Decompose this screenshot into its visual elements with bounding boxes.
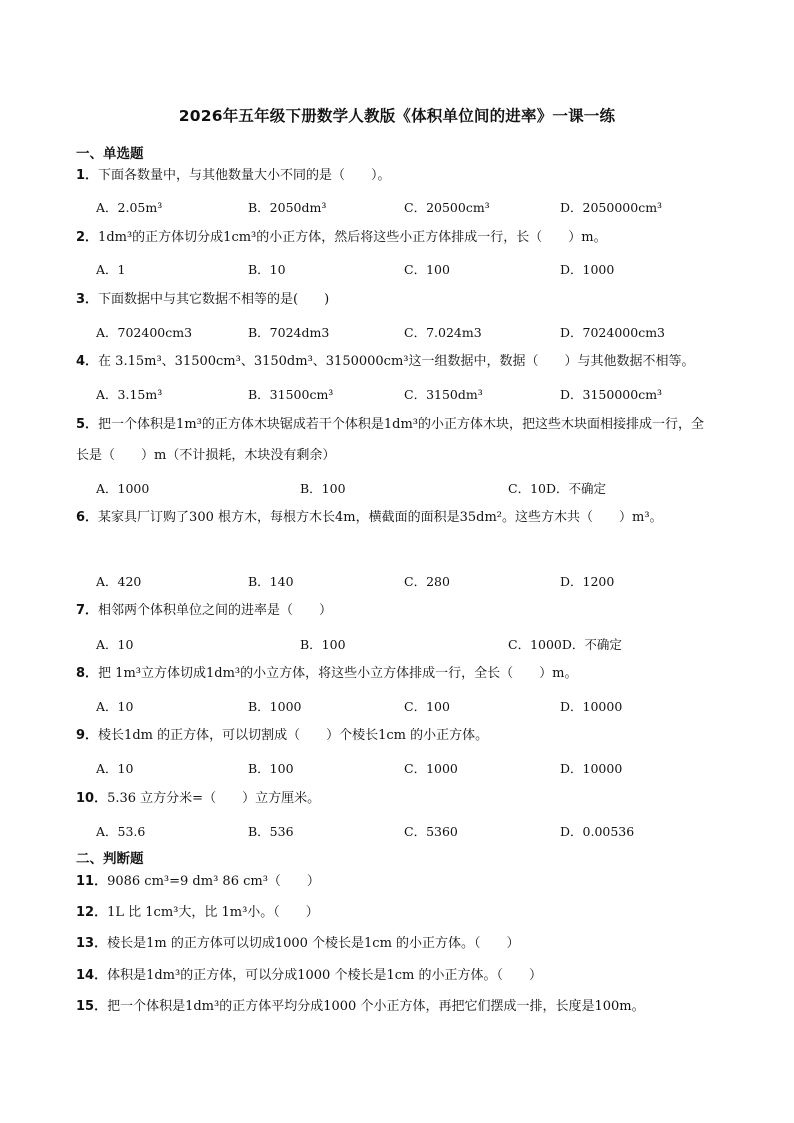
question-text: 把一个体积是1m³的正方体木块锯成若干个体积是1dm³的小正方体木块，把这些木块面相接排成一行，全长是（ ）m（不计损耗，木块没有剩余） bbox=[76, 417, 704, 463]
question-14 bbox=[76, 967, 542, 985]
question-6-options bbox=[96, 572, 716, 590]
question-text: 9086 cm³=9 dm³ 86 cm³（ ） bbox=[107, 874, 320, 889]
page-title: 2026年五年级下册数学人教版《体积单位间的进率》一课一练 bbox=[178, 107, 616, 125]
option-d: D．1200 bbox=[560, 574, 615, 589]
option-c: C．100 bbox=[404, 262, 450, 277]
question-5 bbox=[76, 409, 716, 471]
question-text: 在 3.15m³、31500cm³、3150dm³、3150000cm³这一组数据中，数据（ ）与其他数据不相等。 bbox=[98, 354, 695, 369]
question-number: 13． bbox=[76, 936, 108, 951]
question-1 bbox=[76, 167, 391, 185]
question-8-options bbox=[96, 697, 716, 715]
option-a: A．53.6 bbox=[96, 824, 146, 839]
question-number: 8． bbox=[76, 666, 99, 681]
question-number: 7． bbox=[76, 603, 99, 618]
option-a: A．1000 bbox=[96, 481, 150, 496]
question-10-options bbox=[96, 822, 716, 840]
question-number: 10． bbox=[76, 791, 108, 806]
option-a: A．10 bbox=[96, 699, 134, 714]
question-text: 把一个体积是1dm³的正方体平均分成1000 个小正方体，再把它们摆成一排，长度是100m。 bbox=[107, 999, 645, 1014]
option-a: A．2.05m³ bbox=[96, 200, 163, 215]
question-1-options bbox=[96, 198, 716, 216]
section-heading-true-false: 二、判断题 bbox=[76, 851, 144, 867]
question-number: 6． bbox=[76, 510, 99, 525]
question-text: 下面各数量中，与其他数量大小不同的是（ ）。 bbox=[98, 168, 391, 183]
question-2 bbox=[76, 229, 607, 247]
question-11 bbox=[76, 873, 320, 891]
option-b: B．2050dm³ bbox=[248, 200, 327, 215]
question-number: 2． bbox=[76, 230, 99, 245]
option-b: B．7024dm3 bbox=[248, 325, 330, 340]
question-2-options bbox=[96, 260, 716, 278]
option-b: B．100 bbox=[300, 637, 346, 652]
option-a: A．420 bbox=[96, 574, 142, 589]
option-d: D．0.00536 bbox=[560, 824, 635, 839]
option-c: C．10D．不确定 bbox=[508, 481, 606, 496]
question-text: 1L 比 1cm³大，比 1m³小。（ ） bbox=[107, 905, 319, 920]
question-3-options bbox=[96, 323, 716, 341]
question-text: 棱长是1m 的正方体可以切成1000 个棱长是1cm 的小正方体。（ ） bbox=[107, 936, 520, 951]
question-4-options bbox=[96, 385, 716, 403]
question-number: 1． bbox=[76, 168, 99, 183]
option-d: D．10000 bbox=[560, 761, 623, 776]
question-6 bbox=[76, 502, 716, 533]
option-c: C．280 bbox=[404, 574, 450, 589]
question-text: 下面数据中与其它数据不相等的是( ) bbox=[98, 292, 330, 307]
option-c: C．1000D．不确定 bbox=[508, 637, 622, 652]
option-c: C．7.024m3 bbox=[404, 325, 482, 340]
option-b: B．10 bbox=[248, 262, 286, 277]
option-a: A．3.15m³ bbox=[96, 387, 163, 402]
question-number: 4． bbox=[76, 354, 99, 369]
option-c: C．5360 bbox=[404, 824, 458, 839]
option-d: D．10000 bbox=[560, 699, 623, 714]
option-d: D．3150000cm³ bbox=[560, 387, 663, 402]
question-7 bbox=[76, 602, 332, 620]
option-b: B．100 bbox=[248, 761, 294, 776]
question-9 bbox=[76, 727, 488, 745]
option-a: A．10 bbox=[96, 761, 134, 776]
question-text: 棱长1dm 的正方体，可以切割成（ ）个棱长1cm 的小正方体。 bbox=[98, 728, 489, 743]
option-a: A．1 bbox=[96, 262, 126, 277]
question-number: 5． bbox=[76, 417, 99, 432]
question-number: 9． bbox=[76, 728, 99, 743]
option-c: C．3150dm³ bbox=[404, 387, 483, 402]
option-b: B．140 bbox=[248, 574, 294, 589]
question-15 bbox=[76, 998, 645, 1016]
question-9-options bbox=[96, 759, 716, 777]
option-c: C．100 bbox=[404, 699, 450, 714]
question-7-options bbox=[96, 635, 716, 653]
question-number: 11． bbox=[76, 874, 108, 889]
question-12 bbox=[76, 904, 319, 922]
question-text: 相邻两个体积单位之间的进率是（ ） bbox=[98, 603, 333, 618]
question-13 bbox=[76, 935, 520, 953]
question-text: 某家具厂订购了300 根方木，每根方木长4m，横截面的面积是35dm²。这些方木共（ ）m³。 bbox=[98, 510, 663, 525]
option-c: C．1000 bbox=[404, 761, 458, 776]
option-c: C．20500cm³ bbox=[404, 200, 490, 215]
question-8 bbox=[76, 665, 577, 683]
question-text: 把 1m³立方体切成1dm³的小立方体，将这些小立方体排成一行，全长（ ）m。 bbox=[98, 666, 578, 681]
option-b: B．1000 bbox=[248, 699, 302, 714]
option-b: B．100 bbox=[300, 481, 346, 496]
question-10 bbox=[76, 790, 320, 808]
section-heading-single-choice: 一、单选题 bbox=[76, 146, 144, 162]
option-d: D．1000 bbox=[560, 262, 615, 277]
question-3 bbox=[76, 291, 329, 309]
question-number: 14． bbox=[76, 968, 108, 983]
option-a: A．702400cm3 bbox=[96, 325, 193, 340]
question-5-options bbox=[96, 479, 716, 497]
question-4 bbox=[76, 353, 695, 371]
question-text: 体积是1dm³的正方体，可以分成1000 个棱长是1cm 的小正方体。（ ） bbox=[107, 968, 542, 983]
question-number: 3． bbox=[76, 292, 99, 307]
question-number: 12． bbox=[76, 905, 108, 920]
option-b: B．536 bbox=[248, 824, 294, 839]
question-text: 1dm³的正方体切分成1cm³的小正方体，然后将这些小正方体排成一行，长（ ）m。 bbox=[98, 230, 607, 245]
option-d: D．2050000cm³ bbox=[560, 200, 663, 215]
question-number: 15． bbox=[76, 999, 108, 1014]
option-b: B．31500cm³ bbox=[248, 387, 334, 402]
option-d: D．7024000cm3 bbox=[560, 325, 665, 340]
question-text: 5.36 立方分米=（ ）立方厘米。 bbox=[107, 791, 321, 806]
option-a: A．10 bbox=[96, 637, 134, 652]
